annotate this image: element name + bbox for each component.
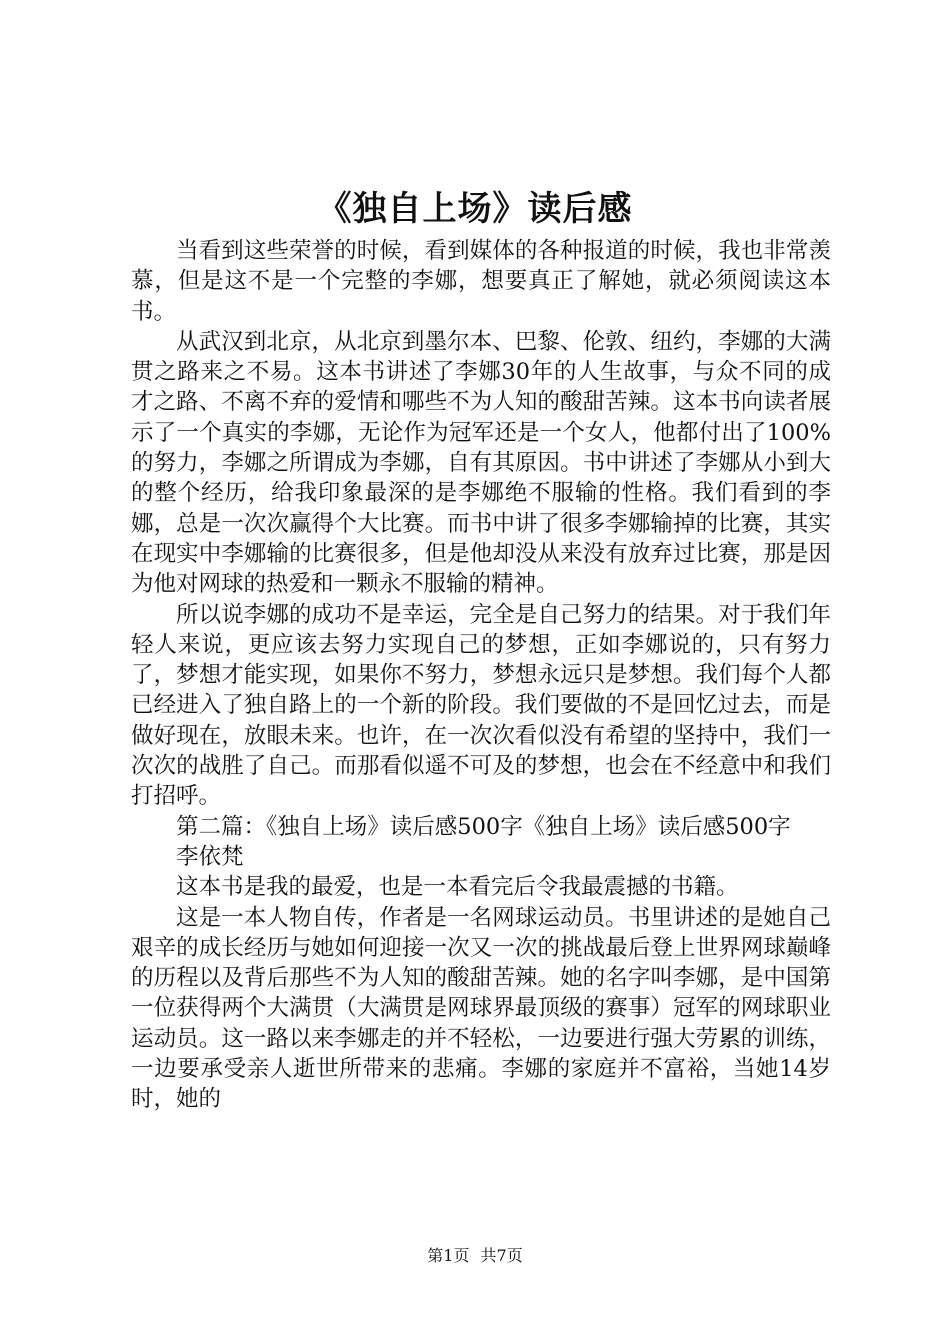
author-name: 李依梵 bbox=[176, 843, 244, 870]
paragraph: 当看到这些荣誉的时候，看到媒体的各种报道的时候，我也非常羡慕，但是这不是一个完整的李娜，想要真正了解她，就必须阅读这本书。 bbox=[131, 238, 831, 325]
paragraph: 这本书是我的最爱，也是一本看完后令我最震撼的书籍。 bbox=[176, 874, 739, 901]
paragraph: 这是一本人物自传，作者是一名网球运动员。书里讲述的是她自己艰辛的成长经历与她如何迎接一次又一次的挑战最后登上世界网球巅峰的历程以及背后那些不为人知的酸甜苦辣。她的名字叫李娜，是中国第一位获得两个大满贯（大满贯是网球界最顶级的赛事）冠军的网球职业运动员。这一路以来李娜走的并不轻松，一边要进行强大劳累的训练，一边要承受亲人逝世所带来的悲痛。李娜的家庭并不富裕，当她14岁时，她的 bbox=[131, 904, 831, 1113]
document-body bbox=[131, 236, 831, 1115]
document-title: 《独自上场》读后感 bbox=[317, 189, 633, 229]
page-footer bbox=[0, 1245, 950, 1267]
page-number: 第1页 bbox=[427, 1246, 470, 1265]
page-total: 共7页 bbox=[480, 1246, 523, 1265]
paragraph: 从武汉到北京，从北京到墨尔本、巴黎、伦敦、纽约，李娜的大满贯之路来之不易。这本书讲述了李娜30年的人生故事，与众不同的成才之路、不离不弃的爱情和哪些不为人知的酸甜苦辣。这本书向读者展示了一个真实的李娜，无论作为冠军还是一个女人，他都付出了100%的努力，李娜之所谓成为李娜，自有其原因。书中讲述了李娜从小到大的整个经历，给我印象最深的是李娜绝不服输的性格。我们看到的李娜，总是一次次赢得个大比赛。而书中讲了很多李娜输掉的比赛，其实在现实中李娜输的比赛很多，但是他却没从来没有放弃过比赛，那是因为他对网球的热爱和一颗永不服输的精神。 bbox=[131, 328, 831, 598]
paragraph: 所以说李娜的成功不是幸运，完全是自己努力的结果。对于我们年轻人来说，更应该去努力实现自己的梦想，正如李娜说的，只有努力了，梦想才能实现，如果你不努力，梦想永远只是梦想。我们每个人都已经进入了独自路上的一个新的阶段。我们要做的不是回忆过去，而是做好现在，放眼未来。也许，在一次次看似没有希望的坚持中，我们一次次的战胜了自己。而那看似遥不可及的梦想，也会在不经意中和我们打招呼。 bbox=[131, 601, 831, 810]
section-heading: 第二篇：《独自上场》读后感500字《独自上场》读后感500字 bbox=[176, 813, 791, 840]
